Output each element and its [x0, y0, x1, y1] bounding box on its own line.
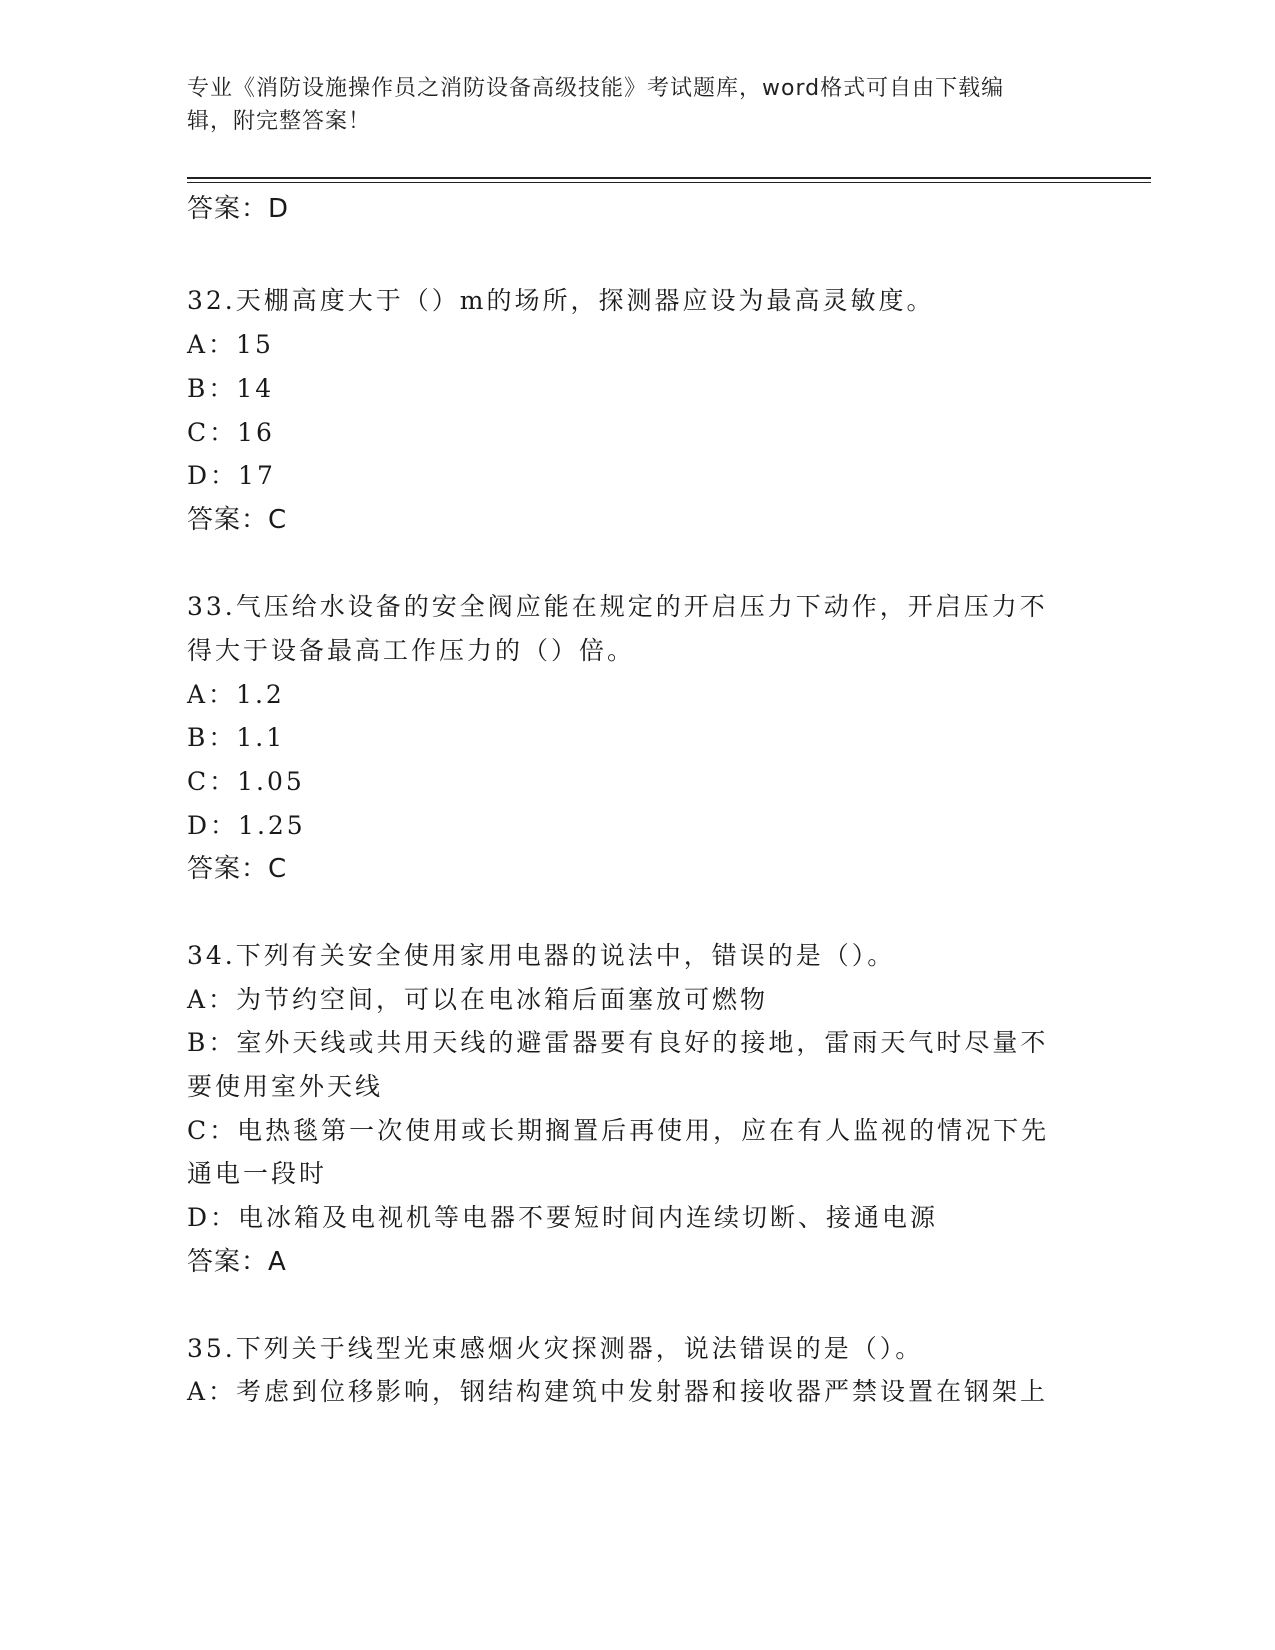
question-33-option-c: C：1.05 [187, 767, 305, 796]
question-35-stem: 35.下列关于线型光束感烟火灾探测器，说法错误的是（）。 [187, 1334, 924, 1363]
document-header [187, 72, 1067, 138]
header-rule-thick [187, 177, 1151, 179]
question-33-option-a: A：1.2 [187, 680, 285, 709]
question-33-stem-line-2: 得大于设备最高工作压力的（）倍。 [187, 636, 636, 665]
answer-34: 答案：A [187, 1247, 287, 1277]
header-line-2: 辑，附完整答案！ [187, 109, 372, 134]
question-32-option-a: A：15 [187, 330, 274, 359]
answer-33: 答案：C [187, 854, 288, 884]
question-34-option-a: A：为节约空间，可以在电冰箱后面塞放可燃物 [187, 985, 769, 1014]
question-33-option-d: D：1.25 [187, 811, 306, 840]
question-34-option-b-line-1: B：室外天线或共用天线的避雷器要有良好的接地，雷雨天气时尽量不 [187, 1028, 1049, 1057]
answer-32: 答案：C [187, 505, 288, 535]
answer-31: 答案：D [187, 194, 290, 224]
question-33-stem-line-1: 33.气压给水设备的安全阀应能在规定的开启压力下动作，开启压力不 [187, 592, 1048, 621]
question-32-option-b: B：14 [187, 374, 275, 403]
question-33-option-b: B：1.1 [187, 723, 286, 752]
question-32-option-d: D：17 [187, 461, 276, 490]
header-line-1: 专业《消防设施操作员之消防设备高级技能》考试题库，word格式可自由下载编 [187, 76, 1005, 101]
question-35-option-a: A：考虑到位移影响，钢结构建筑中发射器和接收器严禁设置在钢架上 [187, 1377, 1049, 1406]
question-32-stem: 32.天棚高度大于（）m的场所，探测器应设为最高灵敏度。 [187, 286, 935, 315]
question-34-option-b-line-2: 要使用室外天线 [187, 1072, 384, 1101]
header-rule-thin [187, 182, 1151, 183]
question-32-option-c: C：16 [187, 418, 275, 447]
question-34-option-d: D：电冰箱及电视机等电器不要短时间内连续切断、接通电源 [187, 1203, 939, 1232]
question-34-option-c-line-2: 通电一段时 [187, 1159, 328, 1188]
question-34-option-c-line-1: C：电热毯第一次使用或长期搁置后再使用，应在有人监视的情况下先 [187, 1116, 1050, 1145]
question-34-stem: 34.下列有关安全使用家用电器的说法中，错误的是（）。 [187, 941, 896, 970]
